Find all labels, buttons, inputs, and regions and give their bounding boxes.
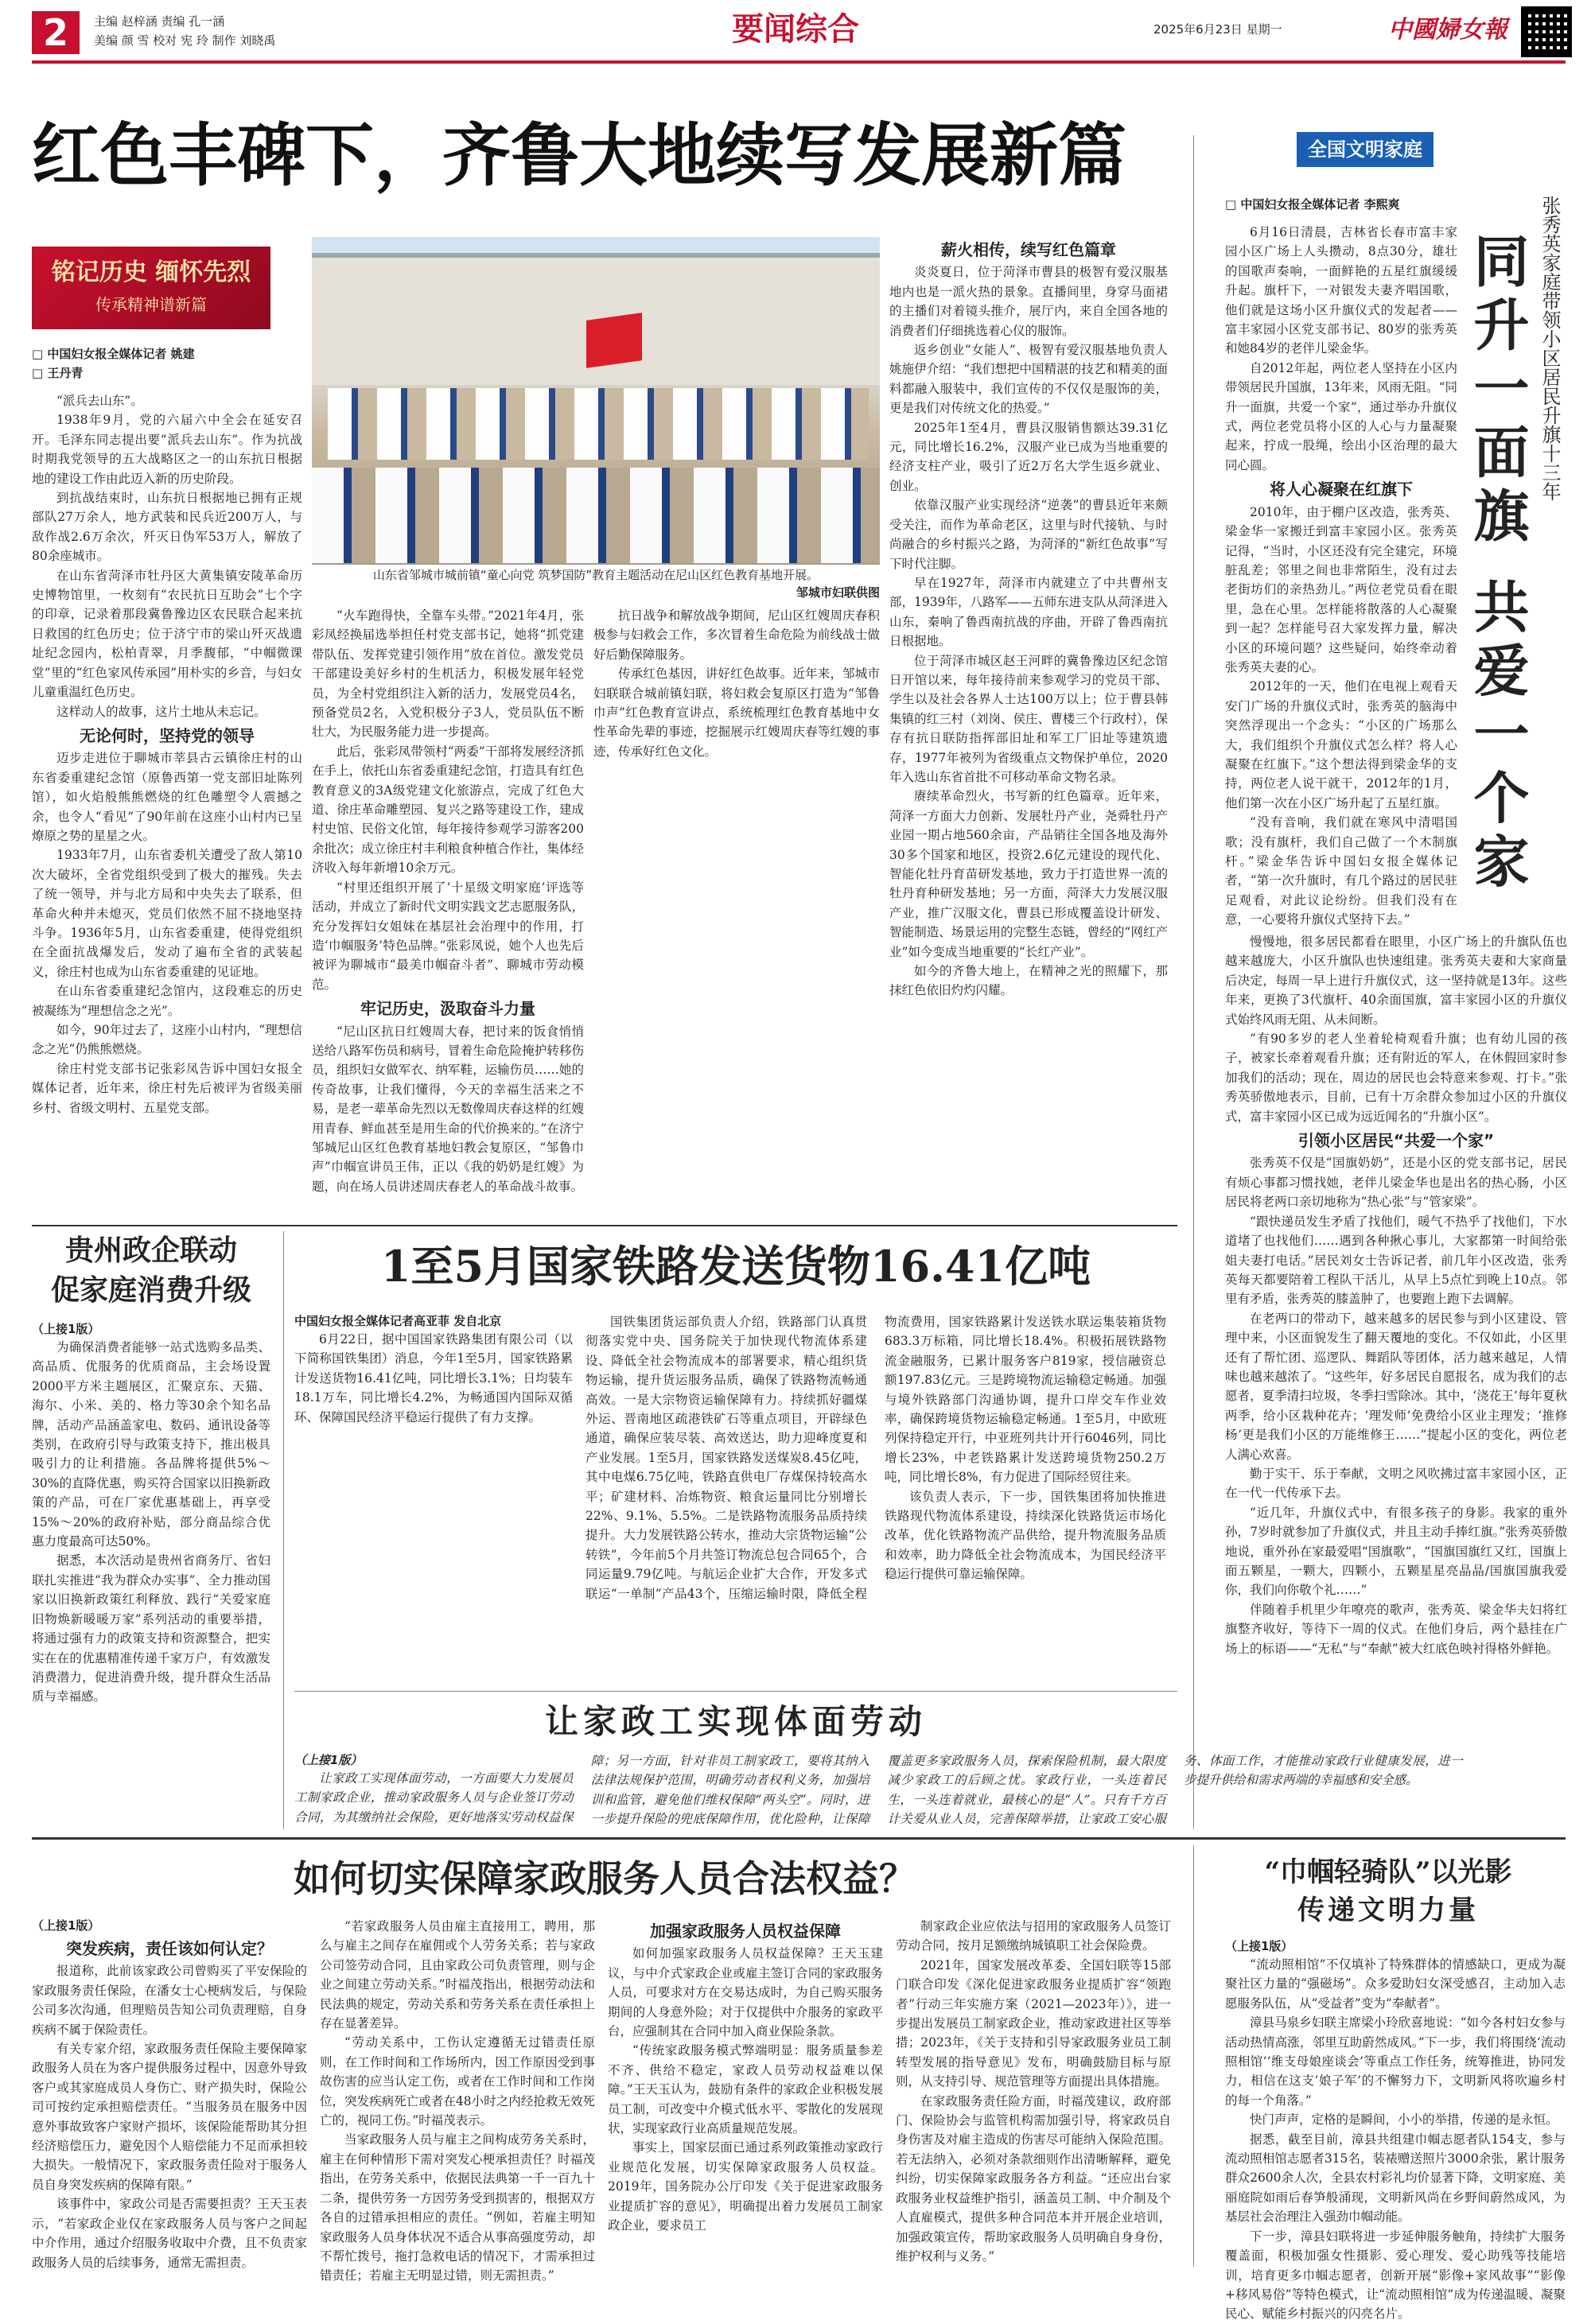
lead-column-3 xyxy=(889,235,1168,1215)
lead-col3-para: 早在1927年，菏泽市内就建立了中共曹州支部，1939年，八路军——五师东进支队从菏泽进入山东，秦响了鲁西南抗战的序曲，开辟了鲁西南抗日根据地。 xyxy=(889,575,1168,649)
lead-headline: 红色丰碑下，齐鲁大地续写发展新篇 xyxy=(32,116,1126,196)
banner-main: 铭记历史 缅怀先烈 xyxy=(51,258,251,286)
guizhou-body xyxy=(32,1320,270,1829)
guizhou-source: （上接1版） xyxy=(32,1322,100,1336)
rights-para: “传统家政服务模式弊端明显：服务质量参差不齐、供给不稳定，家政人员劳动权益难以保障。”王天玉认为，鼓励有条件的家政企业积极发展员工制，可改变中介模式低水平、零散化的发展现状，实现家政行业高质量规范发展。 xyxy=(608,2043,883,2136)
sidebar-para: 6月16日清晨，吉林省长春市富丰家园小区广场上人头攒动，8点30分，雄壮的国歌声奏响，一面鲜艳的五星红旗缓缓升起。旗杆下，一对银发夫妻齐唱国歌，他们就是这场小区升旗仪式的发起者——富丰家园小区党支部书记、80岁的张秀英和她84岁的老伴儿梁金华。 xyxy=(1225,225,1457,356)
lead-col3-para: 2025年1至4月，曹县汉服销售额达39.31亿元，同比增长16.2%，汉服产业已成为当地重要的经济支柱产业，吸引了近2万名大学生返乡就业、创业。 xyxy=(889,420,1168,493)
rights-subhead-1: 突发疾病，责任该如何认定？ xyxy=(66,1939,273,1958)
lead-column-2 xyxy=(312,606,584,1215)
sidebar-para: “没有音响，我们就在寒风中清唱国歌；没有旗杆，我们自己做了一个木制旗杆。”梁金华告诉中国妇女报全媒体记者，“第一次升旗时，有几个路过的居民驻足观看，对此议论纷纷。但我们没有在意，一心要将升旗仪式坚持下去。” xyxy=(1225,815,1457,927)
lead-col2b-para: 抗日战争和解放战争期间，尼山区红嫂周庆春积极参与妇救会工作，多次冒着生命危险为前线战士做好后勤保障服务。 xyxy=(593,608,880,662)
housework-headline: 让家政工实现体面劳动 xyxy=(544,1702,927,1741)
lead-banner xyxy=(32,247,270,329)
rail-byline: 中国妇女报全媒体记者高亚菲 发自北京 xyxy=(294,1314,502,1328)
lead-subhead-1: 无论何时，坚持党的领导 xyxy=(80,725,255,745)
sidebar-byline: □ 中国妇女报全媒体记者 李熙爽 xyxy=(1225,197,1400,212)
guizhou-headline-2: 促家庭消费升级 xyxy=(50,1274,251,1307)
rail-headline: 1至5月国家铁路发送货物16.41亿吨 xyxy=(380,1241,1091,1292)
sidebar-para: 勤于实干、乐于奉献，文明之风吹拂过富丰家园小区，正在一代一代传承下去。 xyxy=(1225,1466,1567,1501)
cavalry-para: 漳县马泉乡妇联主席梁小玲欣喜地说：“如今各村妇女参与活动热情高涨，邻里互助蔚然成风。”下一步，我们将围绕‘流动照相馆’‘维支母娘座谈会’等重点工作任务，统筹推进，协同发力，相信在这支‘娘子军’的不懈努力下，文明新风将吹遍乡村的每一个角落。” xyxy=(1225,2015,1566,2108)
rail-para: 国铁集团货运部负责人介绍，铁路部门认真贯彻落实党中央、国务院关于加快现代物流体系建设、降低全社会物流成本的部署要求，精心组织货物运输，提升货运服务品质，确保了铁路物流畅通高效。一是大宗物资运输保障有力。持续抓好疆煤外运、晋南地区疏港铁矿石等重点项目，开辟绿色通道，确保应装尽装、高效送达，助力迎峰度夏和产业发展。1至5月，国家铁路发送煤炭8.45亿吨，其中电煤6.75亿吨，铁路直供电厂存煤保持较高水平；矿建材料、冶炼物资、粮食运量同比分别增长22%、9.1%、5.5%。二是铁路物流服务品质持续提升。大力发展铁路公转水，推动大宗货物运输“公转铁”，今年前5个月共签订物流总包合同65个，合同运量9.79亿吨。与航运企业扩大合作，开发多式联运“一单制”产品43个，压缩运输时限，降低全程物流费用，国家铁路累计发送铁水联运集装箱货物683.3万标箱，同比增长18.4%。积极拓展铁路物流金融服务，已累计服务客户819家，授信融资总额197.83亿元。三是跨境物流运输稳定畅通。加强与境外铁路部门沟通协调，提升口岸交车作业效率，确保跨境货物运输稳定畅通。1至5月，中欧班列保持稳定开行，中亚班列共计开行6046列，同比增长23%，中老铁路累计发送跨境货物250.2万吨，同比增长8%，有力促进了国际经贸往来。 xyxy=(585,1315,1166,1601)
sidebar-para: 在老两口的带动下，越来越多的居民参与到小区建设、管理中来，小区面貌发生了翻天覆地的变化。不仅如此，小区里还有了帮忙团、巡逻队、舞蹈队等团体，活力越来越足，人情味也越来越浓了。“这些年，好多居民自愿报名，成为我们的志愿者，夏季清扫垃圾，冬季扫雪除冰。其中，‘浇花王’每年夏秋两季，给小区栽种花卉；‘理发师’免费给小区业主理发；‘推修杨’更是我们小区的万能维修王……”提起小区的变化，两位老人满心欢喜。 xyxy=(1225,1311,1567,1462)
lead-col1-para: 徐庄村党支部书记张彩凤告诉中国妇女报全媒体记者，近年来，徐庄村先后被评为省级美丽乡村、省级文明村、五星党支部。 xyxy=(32,1061,302,1115)
lead-col2b-para: 传承红色基因，讲好红色故事。近年来，邹城市妇联联合城前镇妇联，将妇救会复原区打造为“邹鲁巾声”红色教育宣讲点，系统梳理红色教育基地中女性革命先辈的事迹，挖掘展示红嫂周庆春等红嫂的事迹，传承好红色文化。 xyxy=(593,666,880,759)
sidebar-title: 同升一面旗 共爱一个家 xyxy=(1465,232,1530,896)
column-divider xyxy=(1193,1845,1194,2267)
cavalry-source: （上接1版） xyxy=(1225,1939,1293,1953)
lead-col1-para: 在山东省委重建纪念馆内，这段难忘的历史被凝练为“理想信念之光”。 xyxy=(32,984,302,1018)
photo-children-row-1 xyxy=(328,388,869,460)
lead-col3-para: 依靠汉服产业实现经济“逆袭”的曹县近年来颇受关注，而作为革命老区，这里与时代接轨、与时尚融合的乡村振兴之路，为菏泽的“新红色故事”写下时代注脚。 xyxy=(889,498,1168,571)
rights-column-3 xyxy=(608,1917,883,2267)
sidebar-subhead-2: 引领小区居民“共爱一个家” xyxy=(1297,1131,1495,1151)
column-divider xyxy=(1193,135,1194,1829)
header-rule xyxy=(32,60,1566,64)
lead-byline-1: □ 中国妇女报全媒体记者 姚建 xyxy=(32,347,195,361)
qr-code-icon xyxy=(1521,6,1572,57)
lead-col1-para: 这样动人的故事，这片土地从未忘记。 xyxy=(56,704,266,719)
rights-para: “若家政服务人员由雇主直接用工，聘用，那么与雇主之间存在雇佣或个人劳务关系；若与家政公司签劳动合同，且由家政公司负责管理，则与企业之间建立劳动关系。”时福茂指出，根据劳动法和民法典的规定，劳动关系和劳务关系在责任承担上存在显著差异。 xyxy=(320,1919,595,2031)
cavalry-body xyxy=(1225,1937,1566,2322)
lead-col1-para: 如今，90年过去了，这座小山村内，“理想信念之光”仍熊熊燃烧。 xyxy=(32,1023,302,1057)
rights-para: 2021年，国家发展改革委、全国妇联等15部门联合印发《深化促进家政服务业提质扩容“领跑者”行动三年实施方案（2021—2023年）》，进一步提出发展员工制家政企业，推动家政进社区等举措；2023年，《关于支持和引导家政服务业员工制转型发展的指导意见》发布，明确鼓励目标与原则，从支持引导、规范管理等方面提出具体措施。 xyxy=(896,1957,1171,2089)
guizhou-headline-1: 贵州政企联动 xyxy=(64,1234,237,1267)
lead-col3-para: 赓续革命烈火，书写新的红色篇章。近年来，菏泽一方面大力创新、发展牡丹产业，尧舜牡丹产业园一期占地560余亩，产品销往全国各地及海外30多个国家和地区，投资2.6亿元建设的现代化、智能化牡丹育苗研发基地，致力于打造世界一流的牡丹育种研发基地；另一方面，菏泽大力发展汉服产业，推广汉服文化，曹县已形成覆盖设计研发、智能制造、场景运用的完整生态链，曾经的“网红产业”如今变成当地重要的“长红产业”。 xyxy=(889,789,1168,959)
section-title: 要闻综合 xyxy=(732,11,859,48)
rights-para: 有关专家介绍，家政服务责任保险主要保障家政服务人员在为客户提供服务过程中，因意外导致客户或其家庭成员人身伤亡、财产损失时，保险公司可按约定承担赔偿责任。“当服务员在服务中因意外事故致客户家财产损坏，该保险能帮助其分担经济赔偿压力，避免因个人赔偿能力不足而承担较大损失。一般情况下，家政服务责任险对于服务人员自身突发疾病的保障有限。” xyxy=(32,2042,307,2192)
housework-para: 让家政工实现体面劳动，一方面要大力发展员工制家政企业，推动家政服务人员与企业签订劳动合同，为其缴纳社会保险，更好地落实劳动权益保障；另一方面，针对非员工制家政工，要将其纳入法律法规保护范围，明确劳动者权利义务，加强培训和监管，避免他们维权保障“两头空”。同时，进一步提升保险的兜底保障作用，优化险种，让保障覆盖更多家政服务人员，探索保险机制，最大限度减少家政工的后顾之忧。家政行业，一头连着民生，一头连着就业，最核心的是“人”。只有千方百计关爱从业人员，完善保障举措，让家政工安心服务、体面工作，才能推动家政行业健康发展，进一步提升供给和需求两端的幸福感和安全感。 xyxy=(294,1754,1463,1827)
rights-para: 当家政服务人员与雇主之间构成劳务关系时，雇主在何种情形下需对突发心梗承担责任？时福茂指出，在劳务关系中，依据民法典第一千一百九十二条，提供劳务一方因劳务受到损害的，根据双方各自的过错承担相应的责任。“例如，若雇主明知家政服务人员身体状况不适合从事高强度劳动，却不帮忙拨号，拖打急救电话的情况下，才需承担过错责任；若雇主无明显过错，则无需担责。” xyxy=(320,2132,595,2283)
sidebar-kicker: 张秀英家庭带领小区居民升旗十三年 xyxy=(1538,196,1561,501)
section-rule xyxy=(294,1691,1177,1692)
lead-col1-para: 迈步走进位于聊城市莘县古云镇徐庄村的山东省委重建纪念馆（原鲁西第一党支部旧址陈列馆），如火焰般熊熊燃烧的红色雕塑令人震撼之余，也令人“看见”了90年前在这座小山村内已呈燎原之势的星星之火。 xyxy=(32,751,302,843)
cavalry-para: 下一步，漳县妇联将进一步延伸服务触角，持续扩大服务覆盖面，积极加强女性摄影、爱心理发、爱心助残等技能培训，培育更多巾帼志愿者，创新开展“影像+家风故事”“影像+移风易俗”等特色模式，让“流动照相馆”成为传递温暖、凝聚民心、赋能乡村振兴的闪亮名片。 xyxy=(1225,2229,1566,2322)
lead-col3-para: 返乡创业“女能人”、极智有爱汉服基地负责人姚施伊介绍：“我们想把中国精湛的技艺和精美的面料都融入服装中，我们宣传的不仅仅是服饰的美，更是我们对传统文化的热爱。” xyxy=(889,343,1168,416)
rights-para: 制家政企业应依法与招用的家政服务人员签订劳动合同，按月足额缴纳城镇职工社会保险费。 xyxy=(896,1919,1171,1953)
lead-subhead-3: 薪火相传，续写红色篇章 xyxy=(941,240,1116,259)
guizhou-para: 据悉，本次活动是贵州省商务厅、省妇联扎实推进“我为群众办实事”、全力推动国家以旧换新政策红利释放、践行“关爱家庭 旧物焕新暖暖万家”系列活动的重要举措，将通过强有力的政策支持和资源整合，把实实在在的优惠精准传递千家万户，有效激发消费潜力，促进消费升级，提升群众生活品质与幸福感。 xyxy=(32,1553,270,1704)
rights-column-4 xyxy=(896,1917,1171,2267)
banner-sub: 传承精神谱新篇 xyxy=(95,295,207,314)
staff-line-1: 主编 赵梓涵 责编 孔一涵 xyxy=(94,14,225,29)
page-number-block: 2 xyxy=(32,11,80,54)
rights-para: “劳动关系中，工伤认定遵循无过错责任原则，在工作时间和工作场所内，因工作原因受到事故伤害的应当认定工伤，或者在工作时间和工作岗位，突发疾病死亡或者在48小时之内经抢救无效死亡的，视同工伤。”时福茂表示。 xyxy=(320,2035,595,2128)
sidebar-column-top xyxy=(1225,223,1457,1018)
page-header xyxy=(0,0,1591,62)
rights-para: 报道称，此前该家政公司曾购买了平安保险的家政服务责任保险，在潘女士心梗病发后，与保险公司多次沟通，但理赔员告知公司负责理赔，自身疾病不属于保险责任。 xyxy=(32,1964,307,2037)
rights-subhead-2: 加强家政服务人员权益保障 xyxy=(650,1922,841,1941)
housework-source: （上接1版） xyxy=(294,1753,363,1767)
sidebar-para: 自2012年起，两位老人坚持在小区内带领居民升国旗，13年来，风雨无阻。“同升一面旗，共爱一个家”，通过举办升旗仪式，两位老党员将小区的人心与力量凝聚起来，拧成一股绳，绘出小区治理的最大同心圆。 xyxy=(1225,360,1457,472)
masthead-logo: 中國婦女報 xyxy=(1388,16,1507,44)
lead-column-1 xyxy=(32,391,302,1215)
rights-para: 该事件中，家政公司是否需要担责？王天玉表示，“若家政企业仅在家政服务人员与客户之间起中介作用，通过介绍服务收取中介费，且不负责家政服务人员的后续事务，通常无需担责。 xyxy=(32,2197,307,2270)
lead-photo-caption: 山东省邹城市城前镇“童心向党 筑梦国防”教育主题活动在尼山区红色教育基地开展。 xyxy=(372,568,819,582)
lead-photo xyxy=(312,237,880,565)
lead-col1-para: 到抗战结束时，山东抗日根据地已拥有正规部队27万余人，地方武装和民兵近200万人，与敌作战2.6万余次，歼灭日伪军53万人，解放了80余座城市。 xyxy=(32,491,302,564)
staff-line-2: 美编 颜 雪 校对 宪 玲 制作 刘晓禹 xyxy=(94,33,276,48)
lead-column-2b xyxy=(593,606,880,1215)
sidebar-para: “近几年，升旗仪式中，有很多孩子的身影。我家的重外孙，7岁时就参加了升旗仪式，并且主动手捧红旗。”张秀英骄傲地说，重外孙在家最爱唱“国旗歌”，“国旗国旗红又红，国旗上面五颗星，一颗大，四颗小，五颗星星亮晶晶/国旗国旗我爱你，我们向你敬个礼……” xyxy=(1225,1505,1567,1598)
photo-flag xyxy=(586,313,642,368)
sidebar-para: 伴随着手机里少年嘹亮的歌声，张秀英、梁金华夫妇将红旗整齐收好，等待下一周的仪式。在他们身后，两个悬挂在广场上的标语——“无私”与“奉献”被大红底色映衬得格外鲜艳。 xyxy=(1225,1602,1567,1656)
cavalry-para: 快门声声，定格的是瞬间，小小的举措，传递的是永恒。 xyxy=(1250,2112,1558,2128)
cavalry-headline-2: 传递文明力量 xyxy=(1297,1895,1479,1926)
rights-para: 在家政服务责任险方面，时福茂建议，政府部门、保险协会与监管机构需加强引导，将家政员自身伤害及对雇主造成的伤害尽可能纳入保险范围。若无法纳入，必须对条款细则作出清晰解释，避免纠纷，切实保障家政服务各方利益。“还应出台家政服务业权益维护指引，涵盖员工制、中介制及个人直雇模式，提供多种合同范本并开展企业培训，加强政策宣传，帮助家政服务人员明确自身身份，维护权利与义务。” xyxy=(896,2093,1171,2264)
lead-col1-para: “派兵去山东”。 xyxy=(56,394,143,408)
lead-col3-para: 如今的齐鲁大地上，在精神之光的照耀下，那抹红色依旧灼灼闪耀。 xyxy=(889,964,1168,998)
guizhou-para: 为确保消费者能够一站式选购多品类、高品质、优服务的优质商品，主会场设置2000平方米主题展区，汇聚京东、天猫、海尔、小米、美的、格力等30余个知名品牌，活动产品涵盖家电、数码、通讯设备等类别，在政府引导与政策支持下，推出极具吸引力的让利措施。各品牌将提供5%～30%的直降优惠，购买符合国家以旧换新政策的产品，可在厂家优惠基础上，再享受15%～20%的政府补贴，部分商品综合优惠力度最高可达50%。 xyxy=(32,1340,270,1549)
sidebar-para: “有90多岁的老人坐着轮椅观看升旗；也有幼儿园的孩子，被家长牵着观看升旗；还有附近的军人，在休假回家时参加我们的活动；现在，周边的居民也会特意来参观、打卡。”张秀英骄傲地表示，目前，已有十万余群众参加过小区的升旗仪式，富丰家园小区已成为远近闻名的“升旗小区”。 xyxy=(1225,1032,1567,1124)
cavalry-para: 据悉，截至目前，漳县共组建巾帼志愿者队154支，参与流动照相馆志愿者315名，装裱赠送照片3000余张，累计服务群众2600余人次，全县农村彩礼均价显著下降，文明家庭、美丽庭院如雨后春笋般涌现，文明新风尚在乡野间蔚然成风，为基层社会治理注入强劲巾帼动能。 xyxy=(1225,2132,1566,2225)
lead-col3-para: 炎炎夏日，位于菏泽市曹县的极智有爱汉服基地内也是一派火热的景象。直播间里，身穿马面裙的主播们对着镜头推介，展厅内，来自全国各地的消费者们仔细挑选着心仪的服饰。 xyxy=(889,265,1168,338)
sidebar-para: 张秀英不仅是“国旗奶奶”，还是小区的党支部书记，居民有烦心事都习惯找她，老伴儿梁金华也是出名的热心肠，小区居民将老两口亲切地称为“热心张”与“管家梁”。 xyxy=(1225,1156,1567,1210)
sidebar-para: 慢慢地，很多居民都看在眼里，小区广场上的升旗队伍也越来越庞大，小区升旗队也快速组建。张秀英夫妻和大家商量后决定，每周一早上进行升旗仪式，这一坚持就是13年。这些年来，更换了3代旗杆、40余面国旗，富丰家园小区的升旗仪式始终风雨无阻、从未间断。 xyxy=(1225,935,1567,1027)
column-divider xyxy=(283,1231,284,1829)
rail-column-2 xyxy=(585,1312,1166,1686)
sidebar-column-wide xyxy=(1225,932,1567,1791)
rights-column-2 xyxy=(320,1917,595,2283)
lead-subhead-2: 牢记历史，汲取奋斗力量 xyxy=(360,999,535,1019)
lead-col1-para: 1938年9月，党的六届六中全会在延安召开。毛泽东同志提出要“派兵去山东”。作为抗战时期我党领导的五大战略区之一的山东抗日根据地的建设工作由此迈入新的历史阶段。 xyxy=(32,413,302,486)
rights-source: （上接1版） xyxy=(32,1918,100,1933)
rights-para: 事实上，国家层面已通过系列政策推动家政行业规范化发展，切实保障家政服务人员权益。2019年，国务院办公厅印发《关于促进家政服务业提质扩容的意见》，明确提出着力发展员工制家政企业，要求员工 xyxy=(608,2140,883,2233)
sidebar-tag: 全国文明家庭 xyxy=(1297,132,1433,167)
sidebar-subhead-1: 将人心凝聚在红旗下 xyxy=(1270,480,1413,499)
rail-para: 该负责人表示，下一步，国铁集团将加快推进铁路现代物流体系建设，持续深化铁路货运市场化改革，优化铁路物流产品供给，提升物流服务品质和效率，助力降低全社会物流成本，为国民经济平稳运行提供可靠运输保障。 xyxy=(885,1489,1166,1582)
section-rule xyxy=(32,1837,1566,1840)
lead-col1-para: 1933年7月，山东省委机关遭受了敌人第10次大破坏，全省党组织受到了极大的摧残。失去了统一领导，并与北方局和中央失去了联系，但革命火种并未熄灭，党员们依然不屈不挠地坚持斗争。1936年5月，山东省委重建，使得党组织在全面抗战爆发后，发动了遍布全省的武装起义，徐庄村也成为山东省委重建的见证地。 xyxy=(32,848,302,979)
cavalry-headline-1: “巾帼轻骑队”以光影 xyxy=(1264,1856,1512,1888)
issue-date: 2025年6月23日 星期一 xyxy=(1153,22,1282,37)
lead-col2-para: “火车跑得快，全靠车头带。”2021年4月，张彩凤经换届选举担任村党支部书记，她将“抓党建带队伍、发挥党建引领作用”放在首位。激发党员干部建设美好乡村的生机活力，积极发展年轻党员，为全村党组织注入新的活力，发展党员4名，预备党员2名，入党积极分子3人，党员队伍不断壮大，为民服务能力进一步提高。 xyxy=(312,608,584,740)
lead-col2-para: “尼山区抗日红嫂周大春，把讨来的饭食悄悄送给八路军伤员和病号，冒着生命危险掩护转移伤员，组织妇女做军衣、纳军鞋，运输伤员……她的传奇故事，让我们懂得，今天的幸福生活来之不易，是老一辈革命先烈以无数像周庆春这样的红嫂用青春、鲜血甚至是用生命的代价换来的。”在济宁邹城尼山区红色教育基地妇教会复原区，“邹鲁巾声”巾帼宣讲员王伟，正以《我的奶奶是红嫂》为题，向在场人员讲述周庆春老人的革命战斗故事。 xyxy=(312,1024,584,1194)
rights-para: 如何加强家政服务人员权益保障？王天玉建议，与中介式家政企业或雇主签订合同的家政服务人员，可要求对方在交易达成时，为自己购买服务期间的人身意外险；对于仅提供中介服务的家政平台，应强制其在合同中加入商业保险条款。 xyxy=(608,1946,883,2039)
lead-col2-para: “村里还组织开展了‘十星级文明家庭’评选等活动，并成立了新时代文明实践文艺志愿服务队，充分发挥妇女姐妹在基层社会治理中的作用，打造‘巾帼服务’特色品牌。”张彩凤说，她个人也先后被评为聊城市“最美巾帼奋斗者”、聊城市劳动模范。 xyxy=(312,880,584,992)
lead-col3-para: 位于菏泽市城区赵王河畔的冀鲁豫边区纪念馆日开馆以来，每年接待前来参观学习的党员干部、学生以及社会各界人士达100万以上；位于曹县韩集镇的红三村（刘岗、侯庄、曹楼三个行政村），保存有抗日联防指挥部旧址和军工厂旧址等建筑遗存，1977年被列为省级重点文物保护单位，2020年入选山东省首批不可移动革命文物名录。 xyxy=(889,653,1168,784)
rights-column-1 xyxy=(32,1917,307,2270)
sidebar-para: “跟快递员发生矛盾了找他们，暖气不热乎了找他们，下水道堵了也找他们……遇到各种揪心事儿，大家都第一时间给张姐夫妻打电话。”居民刘女士告诉记者，前几年小区改造，张秀英每天都要陪着工程队干活儿，从早上5点忙到晚上10点。邻里有矛盾，张秀英的膝盖肿了，也要跑上跑下去调解。 xyxy=(1225,1214,1567,1307)
lead-col2-para: 此后，张彩凤带领村“两委”干部将发展经济抓在手上，依托山东省委重建纪念馆，打造具有红色教育意义的3A级党建文化旅游点，完成了红色大道、徐庄革命雕塑园、复兴之路等建设工作，建成村史馆、民俗文化馆，每年接待参观学习游客200余批次；成立徐庄村丰利粮食种植合作社，集体经济收入每年新增10余万元。 xyxy=(312,744,584,876)
sidebar-para: 2012年的一天，他们在电视上观看天安门广场的升旗仪式时，张秀英的脑海中突然浮现出一个念头：“小区的广场那么大，我们组织个升旗仪式怎么样？将人心凝聚在红旗下。”这个想法得到梁金华的支持，两位老人说干就干，2012年的1月，他们第一次在小区广场升起了五星红旗。 xyxy=(1225,679,1457,810)
lead-photo-credit: 邹城市妇联供图 xyxy=(796,585,880,600)
photo-children-row-2 xyxy=(312,468,880,563)
housework-body xyxy=(294,1751,1463,1829)
section-rule xyxy=(32,1225,1177,1226)
rail-column-1 xyxy=(294,1312,573,1686)
cavalry-para: “流动照相馆”不仅填补了特殊群体的情感缺口，更成为凝聚社区力量的“强磁场”。众多爱助妇女深受感召，主动加入志愿服务队伍，从“受益者”变为“奉献者”。 xyxy=(1225,1957,1566,2011)
lead-byline-2: □ 王丹青 xyxy=(32,366,84,380)
sidebar-para: 2010年，由于棚户区改造，张秀英、梁金华一家搬迁到富丰家园小区。张秀英记得，“当时，小区还没有完全建完，环境脏乱差；邻里之间也非常陌生，没有过去老街坊们的亲热劲儿。”两位老党员看在眼里，急在心里。怎样能将散落的人心凝聚到一起？怎样能号召大家发挥力量，解决小区的环境问题？这些疑问，始终牵动着张秀英夫妻的心。 xyxy=(1225,504,1457,674)
rights-headline: 如何切实保障家政服务人员合法权益？ xyxy=(294,1857,916,1900)
lead-col1-para: 在山东省菏泽市牡丹区大黄集镇安陵革命历史博物馆里，一枚刻有“农民抗日互助会”七个字的印章，记录着那段冀鲁豫边区农民联合起来抗日救国的红色历史；位于济宁市的梁山歼灭战遗址纪念园内，松柏青翠，月季馥郁，“中帼微课堂”里的“红色家风传承园”用朴实的乡音，与妇女儿童重温红色历史。 xyxy=(32,568,302,700)
rail-para: 6月22日，据中国国家铁路集团有限公司（以下简称国铁集团）消息，今年1至5月，国家铁路累计发送货物16.41亿吨，同比增长3.1%；日均装车18.1万车，同比增长4.2%，为畅通国内国际双循环、保障国民经济平稳运行提供了有力支撑。 xyxy=(294,1332,573,1424)
